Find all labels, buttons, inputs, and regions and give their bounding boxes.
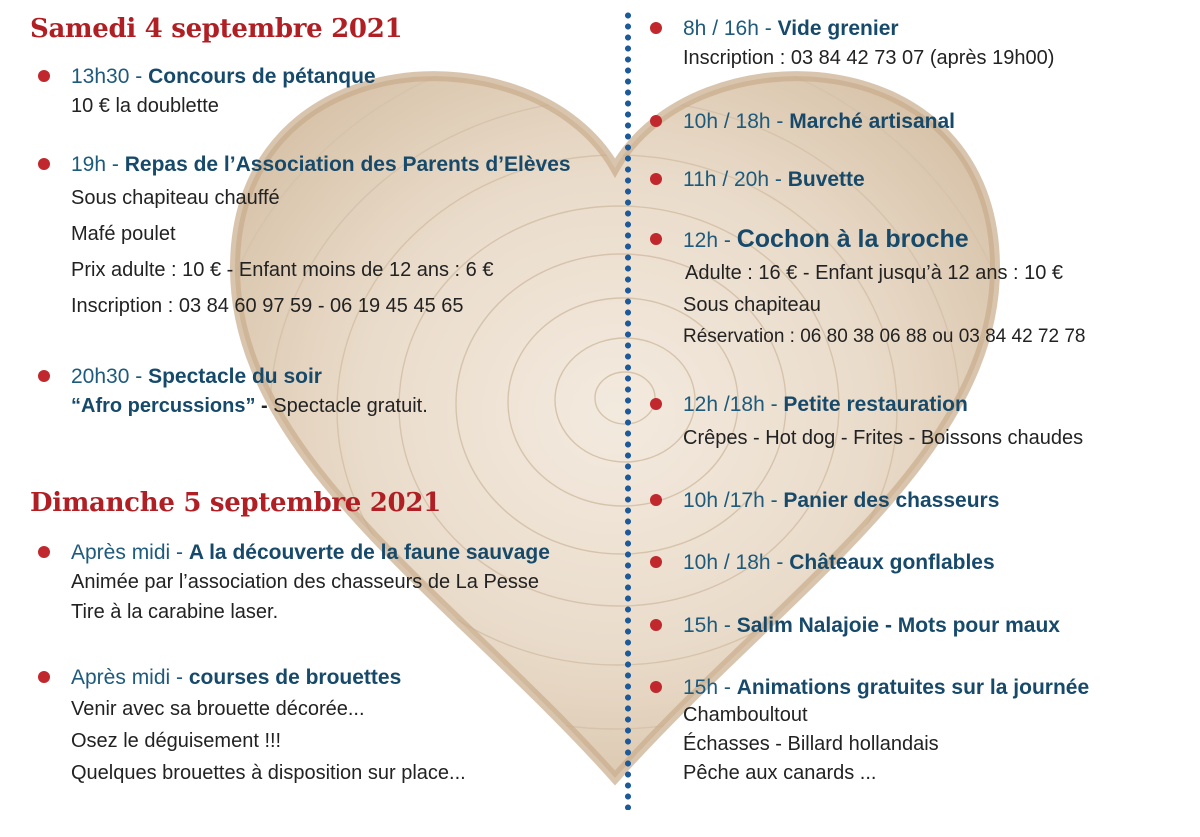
- event-detail: Sous chapiteau chauffé: [71, 187, 280, 209]
- event-detail: Sous chapiteau: [683, 294, 821, 316]
- bullet-icon: [650, 173, 662, 185]
- event-time: Après midi: [71, 541, 171, 564]
- event-detail: Chamboultout: [683, 704, 808, 726]
- event-title: Cochon à la broche: [736, 225, 969, 253]
- event-restauration: 12h /18h - Petite restauration Crêpes - Hot dog - Frites - Boissons chaudes: [650, 392, 1083, 454]
- event-marche: 10h / 18h - Marché artisanal: [650, 109, 955, 135]
- bullet-icon: [650, 681, 662, 693]
- event-title: Marché artisanal: [789, 110, 956, 133]
- event-detail: Adulte : 16 € - Enfant jusqu’à 12 ans : 10 €: [685, 262, 1064, 284]
- event-detail: Pêche aux canards ...: [683, 762, 877, 784]
- event-buvette: 11h / 20h - Buvette: [650, 167, 865, 193]
- bullet-icon: [650, 115, 662, 127]
- event-detail: Crêpes - Hot dog - Frites - Boissons chaudes: [683, 427, 1084, 449]
- bullet-icon: [650, 22, 662, 34]
- bullet-icon: [38, 158, 50, 170]
- event-title: Repas de l’Association des Parents d’Elèves: [124, 153, 571, 176]
- sunday-title: Dimanche 5 septembre 2021: [30, 488, 441, 518]
- event-time: 10h /17h: [683, 489, 765, 512]
- event-time: 12h /18h: [683, 393, 765, 416]
- event-title: Panier des chasseurs: [783, 489, 1000, 512]
- event-detail: Osez le déguisement !!!: [71, 730, 282, 752]
- bullet-icon: [650, 494, 662, 506]
- event-title: Buvette: [787, 168, 865, 191]
- show-name: “Afro percussions”: [71, 395, 256, 417]
- event-detail: Inscription : 03 84 42 73 07 (après 19h00): [683, 47, 1055, 69]
- event-title: Spectacle du soir: [148, 365, 322, 388]
- event-detail: Inscription : 03 84 60 97 59 - 06 19 45 45 65: [71, 295, 464, 317]
- event-detail: Mafé poulet: [71, 223, 176, 245]
- event-petanque: 13h30 - Concours de pétanque 10 € la doublette: [38, 64, 376, 122]
- event-faune: Après midi - A la découverte de la faune sauvage Animée par l’association des chasseurs de La Pesse Tire à la carabine laser.: [38, 540, 550, 625]
- event-time: 10h / 18h: [683, 110, 771, 133]
- event-detail: Tire à la carabine laser.: [71, 601, 279, 623]
- event-time: Après midi: [71, 666, 171, 689]
- bullet-icon: [650, 556, 662, 568]
- event-animations: 15h - Animations gratuites sur la journée Chamboultout Échasses - Billard hollandais Pêche aux canards ...: [650, 675, 1089, 788]
- dotted-column-divider: [624, 10, 632, 810]
- event-title: Animations gratuites sur la journée: [736, 676, 1090, 699]
- event-title: courses de brouettes: [188, 666, 402, 689]
- bullet-icon: [38, 671, 50, 683]
- event-panier: 10h /17h - Panier des chasseurs: [650, 488, 999, 514]
- event-title: A la découverte de la faune sauvage: [188, 541, 550, 564]
- event-detail: Animée par l’association des chasseurs de La Pesse: [71, 571, 540, 593]
- event-detail: Prix adulte : 10 € - Enfant moins de 12 ans : 6 €: [71, 259, 494, 281]
- event-title: Petite restauration: [783, 393, 968, 416]
- event-time: 15h: [683, 614, 719, 637]
- event-title: Concours de pétanque: [148, 65, 376, 88]
- event-detail: Venir avec sa brouette décorée...: [71, 698, 365, 720]
- bullet-icon: [38, 546, 50, 558]
- event-time: 12h: [683, 229, 719, 252]
- event-time: 10h / 18h: [683, 551, 771, 574]
- event-time: 20h30: [71, 365, 130, 388]
- event-detail: Réservation : 06 80 38 06 88 ou 03 84 42 72 78: [683, 326, 1086, 347]
- event-title: Vide grenier: [777, 17, 899, 40]
- event-detail: Spectacle gratuit.: [273, 395, 428, 417]
- event-chateaux: 10h / 18h - Châteaux gonflables: [650, 550, 995, 576]
- event-spectacle: 20h30 - Spectacle du soir “Afro percussions” - Spectacle gratuit.: [38, 364, 428, 422]
- bullet-icon: [650, 233, 662, 245]
- event-salim: 15h - Salim Nalajoie - Mots pour maux: [650, 613, 1060, 639]
- event-time: 11h / 20h: [683, 168, 770, 191]
- event-repas: 19h - Repas de l’Association des Parents d’Elèves Sous chapiteau chauffé Mafé poulet Prix adulte : 10 € - Enfant moins de 12 ans : 6 € Inscription : 03 84 60 97 59 - 06 19 45 45 65: [38, 152, 571, 324]
- event-detail: Quelques brouettes à disposition sur place...: [71, 762, 466, 784]
- bullet-icon: [650, 619, 662, 631]
- event-title: Châteaux gonflables: [789, 551, 995, 574]
- saturday-title: Samedi 4 septembre 2021: [30, 14, 403, 44]
- event-vide-grenier: 8h / 16h - Vide grenier Inscription : 03 84 42 73 07 (après 19h00): [650, 16, 1054, 74]
- bullet-icon: [38, 70, 50, 82]
- event-time: 8h / 16h: [683, 17, 759, 40]
- event-time: 19h: [71, 153, 107, 176]
- event-title: Salim Nalajoie - Mots pour maux: [736, 614, 1060, 637]
- bullet-icon: [650, 398, 662, 410]
- event-brouettes: Après midi - courses de brouettes Venir avec sa brouette décorée... Osez le déguisement !!! Quelques brouettes à disposition sur place...: [38, 665, 466, 789]
- event-time: 13h30: [71, 65, 130, 88]
- event-time: 15h: [683, 676, 719, 699]
- event-detail: Échasses - Billard hollandais: [683, 733, 939, 755]
- bullet-icon: [38, 370, 50, 382]
- event-cochon: 12h - Cochon à la broche Adulte : 16 € - Enfant jusqu’à 12 ans : 10 € Sous chapiteau Réservation : 06 80 38 06 88 ou 03 84 42 72 78: [650, 223, 1085, 353]
- event-detail: 10 € la doublette: [71, 95, 219, 117]
